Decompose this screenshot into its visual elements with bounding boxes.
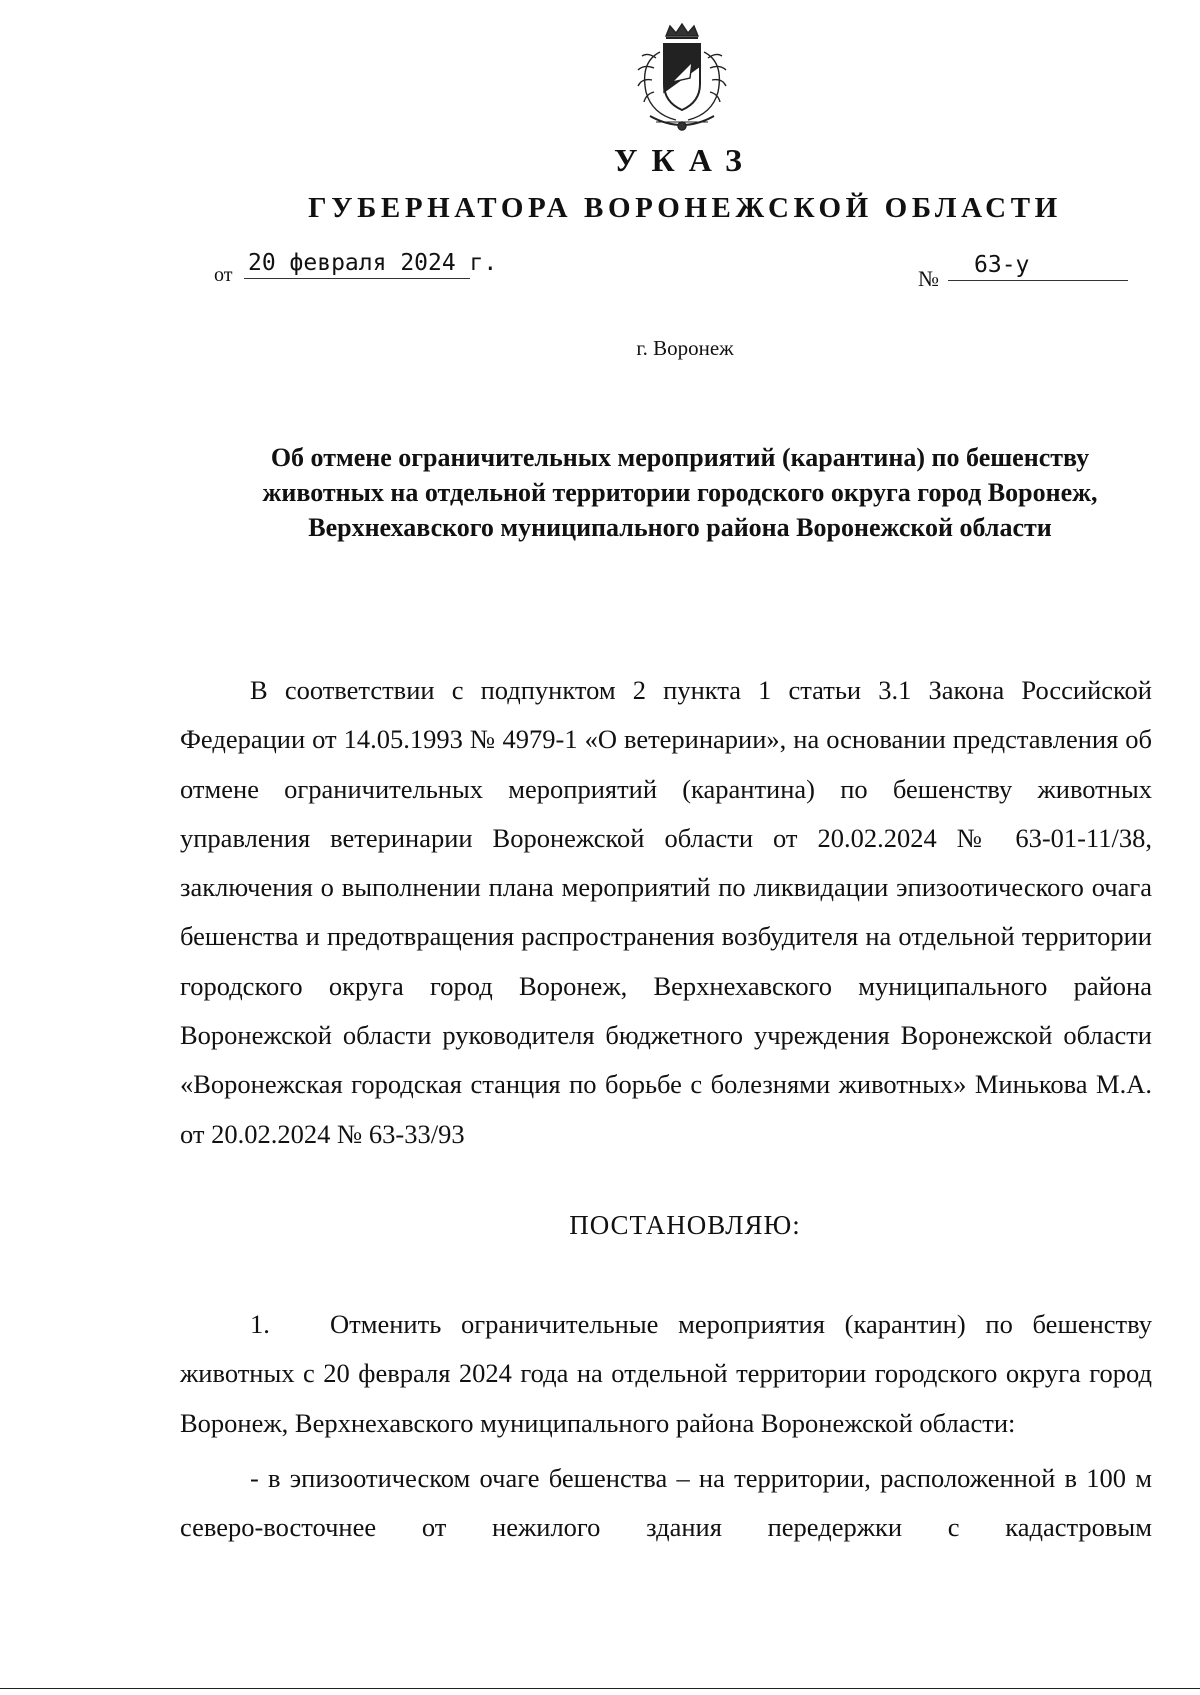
issuer-heading: ГУБЕРНАТОРА ВОРОНЕЖСКОЙ ОБЛАСТИ [308,192,1062,224]
decree-word: ПОСТАНОВЛЯЮ: [569,1210,801,1240]
item-text: Отменить ограничительные мероприятия (карантин) по бешенству животных с 20 февраля 2024 года на отдельной территории городского округа город Воронеж, Верхнехавского муниципального района Воронежской области: [180,1309,1152,1438]
date-value: 20 февраля 2024 г. [244,248,470,279]
list-item-sub: - в эпизоотическом очаге бешенства – на территории, расположенной в 100 м северо-восточнее от нежилого здания передержки с кадастровым [180,1463,1152,1543]
city-line: г. Воронеж [636,336,734,360]
page-bottom-divider [0,1688,1200,1689]
number-prefix: № [918,266,939,291]
item-number: 1. [250,1309,270,1339]
preamble-paragraph: В соответствии с подпунктом 2 пункта 1 статьи 3.1 Закона Российской Федерации от 14.05.1993 № 4979-1 «О ветеринарии», на основании представления об отмене ограничительных мероприятий (карантина) по бешенству животных управления ветеринарии Воронежской области от 20.02.2024 № 63-01-11/38, заключения о выполнении плана мероприятий по ликвидации эпизоотического очага бешенства и предотвращения распространения возбудителя на отдельной территории городского округа город Воронеж, Верхнехавского муниципального района Воронежской области руководителя бюджетного учреждения Воронежской области «Воронежская городская станция по борьбе с болезнями животных» Минькова М.А. от 20.02.2024 № 63-33/93 [180,675,1152,1149]
document-type: УКАЗ [614,142,756,178]
document-title: Об отмене ограничительных мероприятий (карантина) по бешенству животных на отдельной территории городского округа город Воронеж, Верхнехавского муниципального района Воронежской области [262,443,1098,542]
number-value: 63-у [948,250,1128,281]
date-prefix: от [214,264,233,286]
coat-of-arms-icon [626,22,738,134]
list-item [180,1300,1152,1448]
